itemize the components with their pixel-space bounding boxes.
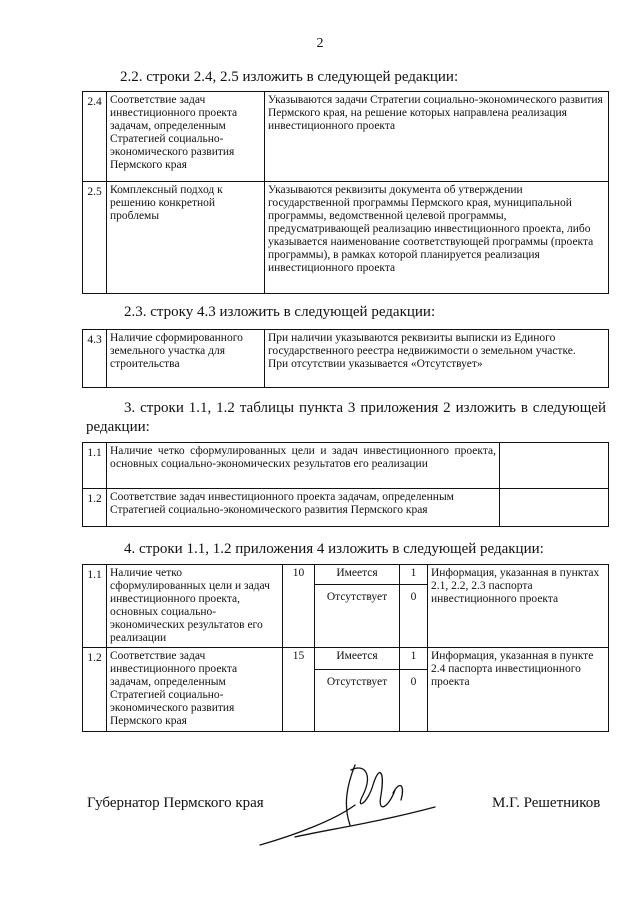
option-value: 0 [400, 670, 428, 732]
row-number: 1.1 [83, 565, 107, 648]
row-description: Указываются реквизиты документа об утверждении государственной программы Пермского края, муниципальной программы, ведомственной целевой программы, предусматривающей реализацию инвестиционного проекта, либо указывается наименование соответствующей программы (проекта программы), в рамках которой планируется реализация инвестиционного проекта [265, 182, 609, 294]
option-label: Отсутствует [315, 585, 400, 648]
table-row [83, 565, 609, 585]
handwritten-signature [255, 745, 445, 855]
table-row [83, 330, 609, 388]
row-number: 1.2 [83, 489, 107, 527]
row-text: Соответствие задач инвестиционного проекта задачам, определенным Стратегией социально-экономического развития Пермского края [107, 489, 500, 527]
table-4 [82, 564, 609, 732]
row-name: Наличие четко сформулированных цели и задач инвестиционного проекта, основных социально-экономических результатов его реализации [107, 565, 283, 648]
table-row [83, 648, 609, 670]
page-number: 2 [316, 36, 324, 51]
table-row [83, 443, 609, 489]
row-number: 2.4 [83, 92, 107, 182]
option-value: 1 [400, 565, 428, 585]
row-weight: 10 [283, 565, 315, 648]
table-22 [82, 91, 609, 294]
section-3-heading: 3. строки 1.1, 1.2 таблицы пункта 3 приложения 2 изложить в следующей редакции: [86, 400, 606, 435]
description-part-2: При отсутствии указывается «Отсутствует» [268, 358, 483, 370]
row-info: Информация, указанная в пункте 2.4 паспорта инвестиционного проекта [428, 648, 609, 732]
row-weight: 15 [283, 648, 315, 732]
section-23-heading: 2.3. строку 4.3 изложить в следующей редакции: [124, 304, 436, 320]
row-number: 1.2 [83, 648, 107, 732]
description-part-1: При наличии указываются реквизиты выписки из Единого государственного реестра недвижимости о земельном участке. [268, 332, 576, 357]
row-name: Соответствие задач инвестиционного проекта задачам, определенным Стратегией социально-экономического развития Пермского края [107, 648, 283, 732]
table-row [83, 489, 609, 527]
row-name: Комплексный подход к решению конкретной проблемы [107, 182, 265, 294]
empty-cell [500, 489, 609, 527]
table-row [83, 92, 609, 182]
row-number: 2.5 [83, 182, 107, 294]
table-3 [82, 442, 609, 527]
table-23 [82, 329, 609, 388]
row-description [265, 330, 609, 388]
option-label: Имеется [315, 565, 400, 585]
table-row [83, 182, 609, 294]
row-text: Наличие четко сформулированных цели и задач инвестиционного проекта, основных социально-экономических результатов его реализации [107, 443, 500, 489]
signatory-position: Губернатор Пермского края [87, 795, 264, 811]
section-22-heading: 2.2. строки 2.4, 2.5 изложить в следующей редакции: [120, 69, 459, 85]
row-description: Указываются задачи Стратегии социально-экономического развития Пермского края, на решение которых направлена реализация инвестиционного проекта [265, 92, 609, 182]
row-name: Наличие сформированного земельного участка для строительства [107, 330, 265, 388]
row-number: 1.1 [83, 443, 107, 489]
option-label: Имеется [315, 648, 400, 670]
section-4-heading: 4. строки 1.1, 1.2 приложения 4 изложить в следующей редакции: [124, 541, 544, 557]
option-value: 1 [400, 648, 428, 670]
empty-cell [500, 443, 609, 489]
signatory-name: М.Г. Решетников [492, 795, 601, 811]
row-name: Соответствие задач инвестиционного проекта задачам, определенным Стратегией социально-экономического развития Пермского края [107, 92, 265, 182]
row-number: 4.3 [83, 330, 107, 388]
option-value: 0 [400, 585, 428, 648]
row-info: Информация, указанная в пунктах 2.1, 2.2, 2.3 паспорта инвестиционного проекта [428, 565, 609, 648]
option-label: Отсутствует [315, 670, 400, 732]
